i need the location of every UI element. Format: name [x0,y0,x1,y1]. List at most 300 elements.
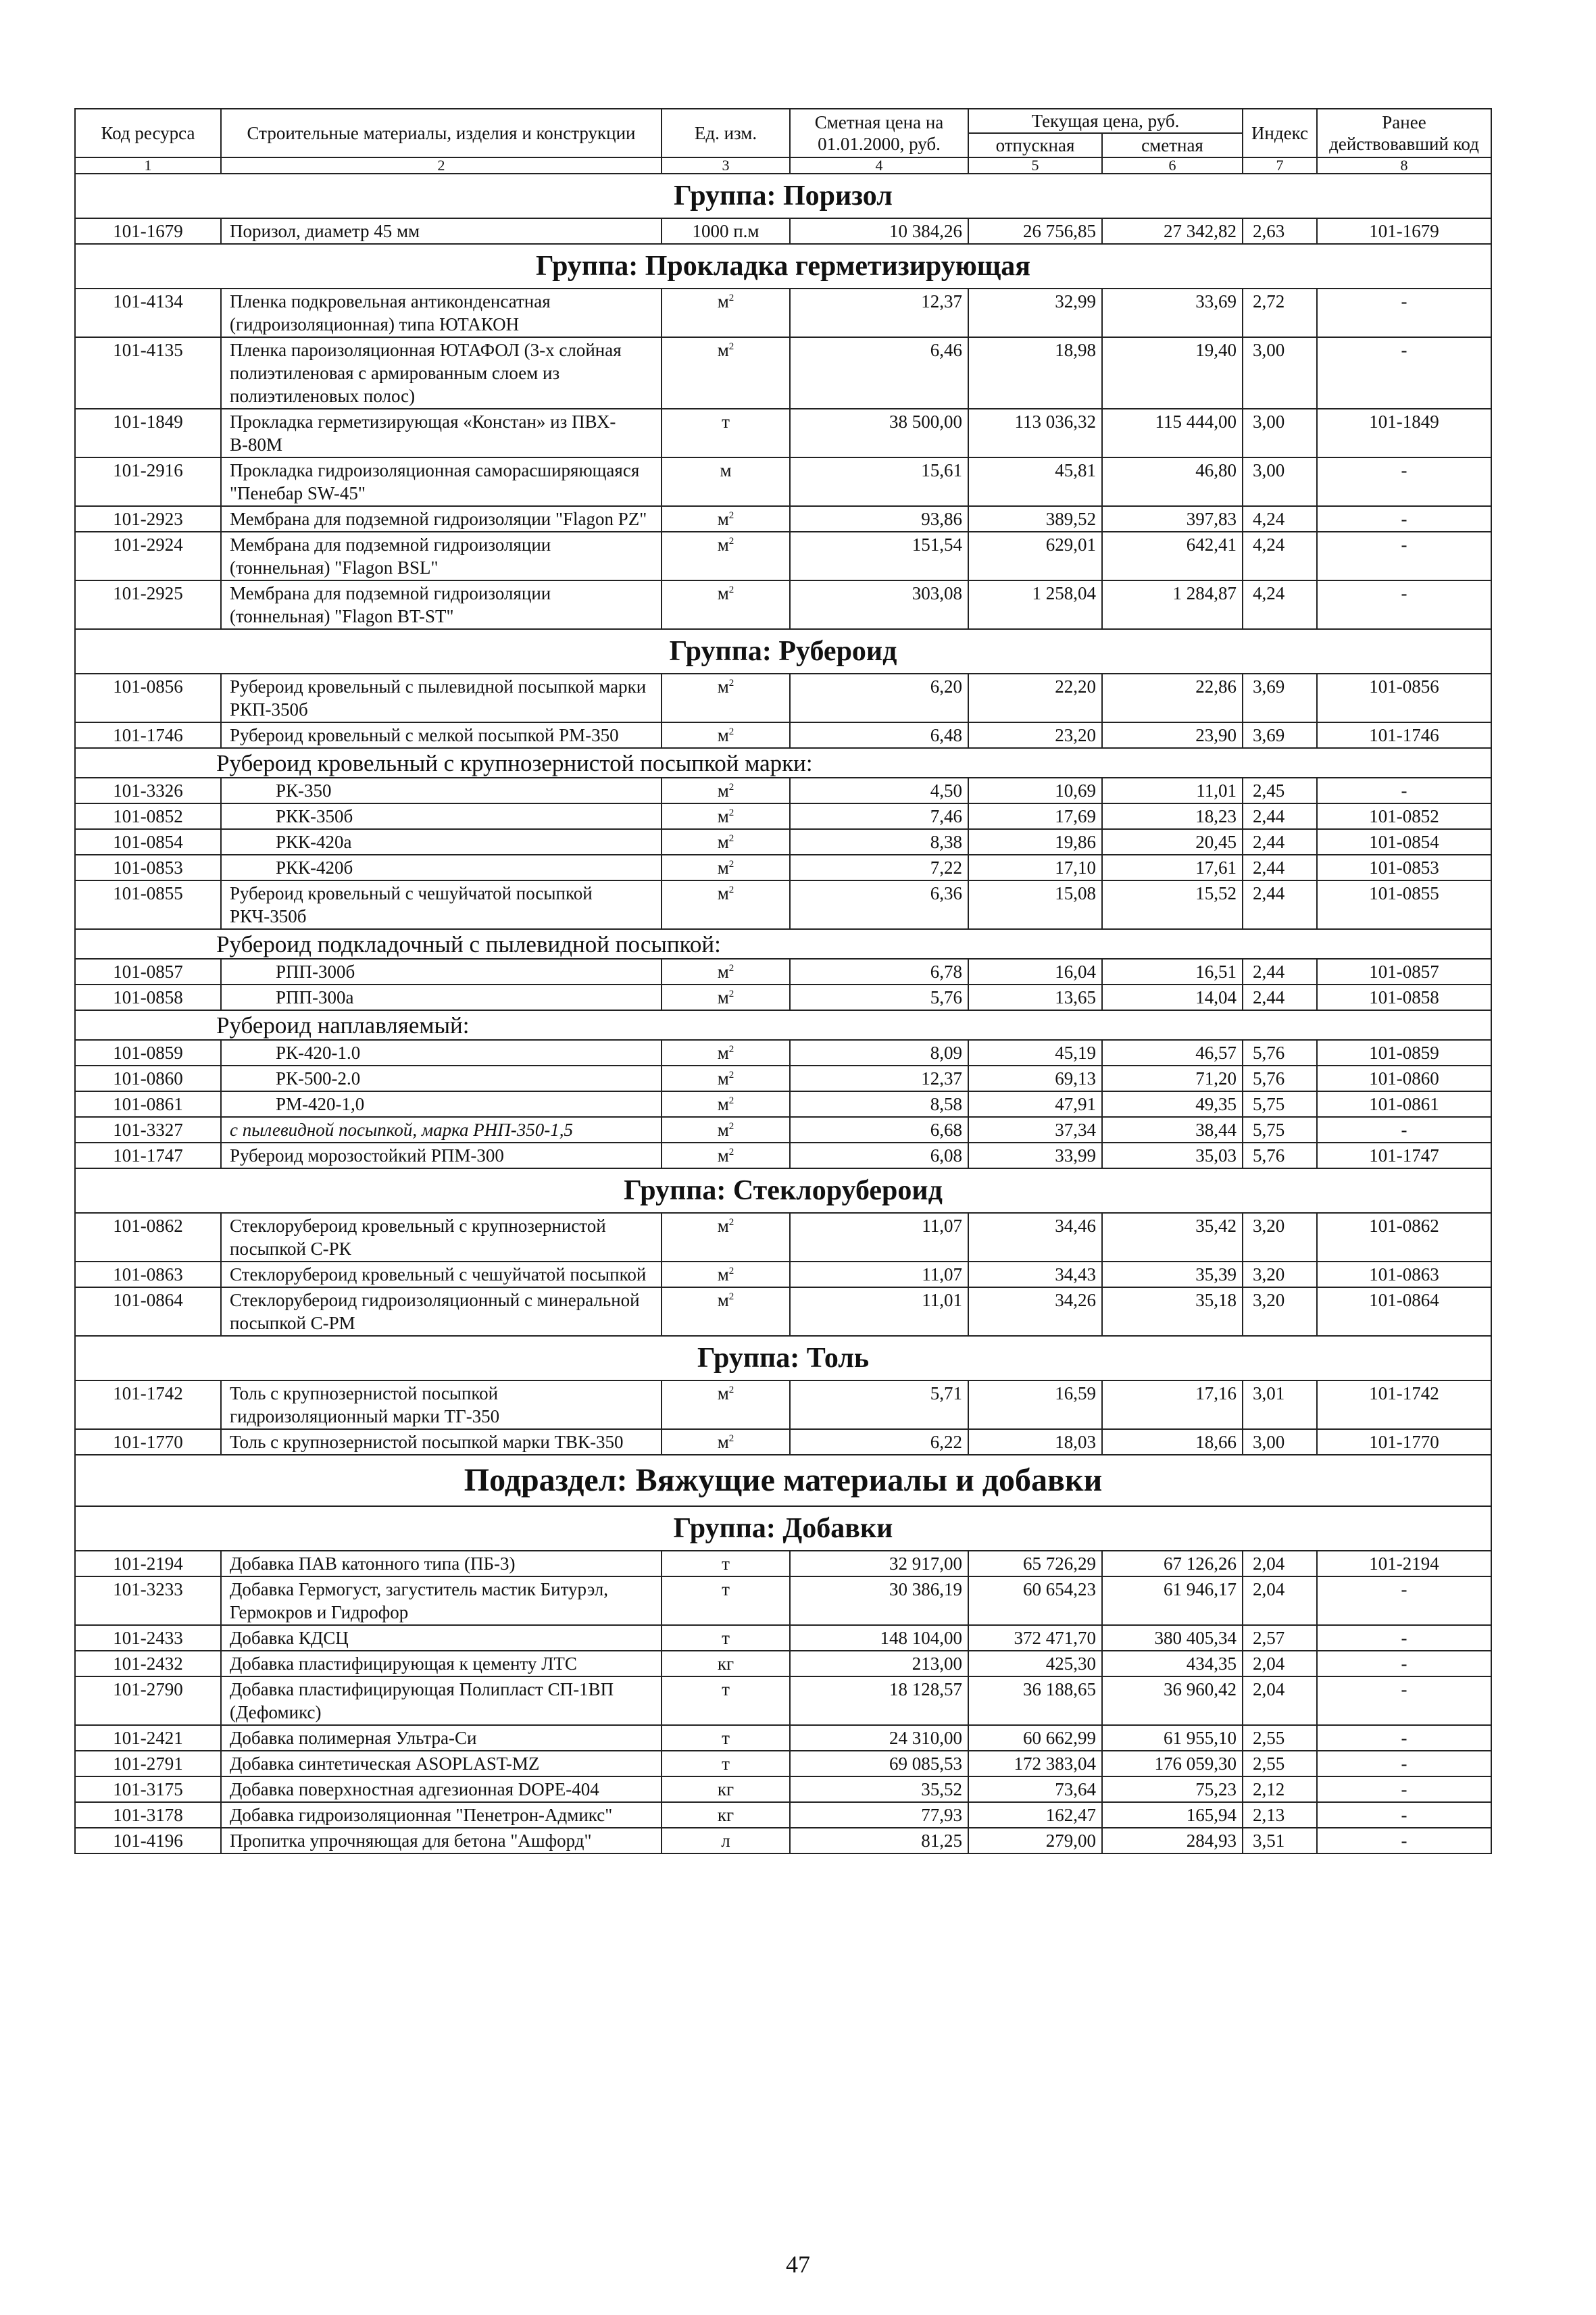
subgroup-title-text: Рубероид кровельный с крупнозернистой посыпкой марки: [216,750,813,776]
unit-text: т [722,1753,730,1774]
unit-text: м [717,509,729,529]
unit-cell [662,289,790,337]
unit-cell [662,1040,790,1066]
table-row [75,532,1491,580]
table-row [75,506,1491,532]
material-name-cell: Добавка пластифицирующая Полипласт СП-1ВП (Дефомикс) [221,1676,662,1725]
resource-code-cell: 101-0864 [75,1287,221,1336]
estimate-price-cell: 15,52 [1102,880,1243,929]
material-name-cell: с пылевидной посыпкой, марка РНП-350-1,5 [221,1117,662,1143]
group-heading-row [75,244,1491,289]
material-name-cell: Добавка пластифицирующая к цементу ЛТС [221,1651,662,1676]
price-2000-cell: 32 917,00 [790,1551,968,1576]
resource-code-cell: 101-1770 [75,1429,221,1455]
table-row [75,722,1491,748]
unit-exponent: 2 [728,726,734,737]
table-row [75,778,1491,803]
previous-code-cell: 101-0860 [1317,1066,1491,1091]
release-price-cell: 19,86 [968,829,1102,855]
table-row [75,674,1491,722]
estimate-price-cell: 33,69 [1102,289,1243,337]
group-heading-row [75,1336,1491,1380]
previous-code-cell: 101-1747 [1317,1143,1491,1168]
previous-code-cell: - [1317,580,1491,629]
unit-exponent: 2 [728,782,734,793]
material-name-cell: Толь с крупнозернистой посыпкой гидроизоляционный марки ТГ-350 [221,1380,662,1429]
resource-code-cell: 101-0860 [75,1066,221,1091]
resource-code-cell: 101-2421 [75,1725,221,1751]
price-index-cell: 5,76 [1243,1143,1317,1168]
previous-code-cell: 101-1849 [1317,409,1491,457]
unit-text: м [717,1068,729,1089]
unit-text: м [717,987,729,1007]
estimate-price-cell: 17,61 [1102,855,1243,880]
unit-exponent: 2 [728,859,734,870]
estimate-price-cell: 27 342,82 [1102,218,1243,244]
unit-text: м [717,340,729,360]
price-2000-cell: 6,78 [790,959,968,985]
subgroup-heading-row [75,1010,1491,1040]
material-name-cell: Рубероид морозостойкий РПМ-300 [221,1143,662,1168]
unit-text: м [717,1432,729,1452]
column-number: 8 [1317,157,1491,174]
material-name-cell: Добавка полимерная Ультра-Си [221,1725,662,1751]
estimate-price-cell: 46,80 [1102,457,1243,506]
table-row [75,1751,1491,1776]
previous-code-cell: - [1317,1802,1491,1828]
previous-code-cell: 101-1679 [1317,218,1491,244]
release-price-cell: 17,69 [968,803,1102,829]
material-name-cell: РМ-420-1,0 [221,1091,662,1117]
unit-exponent: 2 [728,1070,734,1080]
material-name-cell: Мембрана для подземной гидроизоляции (тоннельная) "Flagon BT-ST" [221,580,662,629]
unit-cell [662,580,790,629]
unit-text: м [717,1264,729,1285]
price-2000-cell: 7,22 [790,855,968,880]
price-2000-cell: 8,09 [790,1040,968,1066]
price-table [74,108,1492,1854]
table-row [75,218,1491,244]
price-index-cell: 3,69 [1243,722,1317,748]
previous-code-cell: - [1317,1776,1491,1802]
estimate-price-cell: 38,44 [1102,1117,1243,1143]
table-row [75,880,1491,929]
header-previous-code: Ранее действовавший код [1317,109,1491,157]
resource-code-cell: 101-2790 [75,1676,221,1725]
price-2000-cell: 11,07 [790,1262,968,1287]
price-2000-cell: 12,37 [790,1066,968,1091]
unit-exponent: 2 [728,1095,734,1106]
unit-exponent: 2 [728,1044,734,1055]
subsection-title: Подраздел: Вяжущие материалы и добавки [75,1455,1491,1506]
material-name-cell: Добавка поверхностная адгезионная DOPE-404 [221,1776,662,1802]
unit-cell [662,1625,790,1651]
estimate-price-cell: 176 059,30 [1102,1751,1243,1776]
unit-exponent: 2 [728,833,734,844]
material-name-cell: РПП-300а [221,985,662,1010]
unit-exponent: 2 [728,1121,734,1132]
previous-code-cell: - [1317,778,1491,803]
table-row [75,1651,1491,1676]
previous-code-cell: 101-0858 [1317,985,1491,1010]
release-price-cell: 113 036,32 [968,409,1102,457]
table-row [75,1802,1491,1828]
release-price-cell: 389,52 [968,506,1102,532]
unit-exponent: 2 [728,963,734,974]
header-resource-code: Код ресурса [75,109,221,157]
unit-exponent: 2 [728,989,734,999]
previous-code-cell: - [1317,1576,1491,1625]
column-number: 5 [968,157,1102,174]
estimate-price-cell: 22,86 [1102,674,1243,722]
unit-text: м [717,725,729,745]
column-number: 1 [75,157,221,174]
unit-cell [662,337,790,409]
column-number: 2 [221,157,662,174]
price-2000-cell: 10 384,26 [790,218,968,244]
table-row [75,1828,1491,1853]
price-2000-cell: 5,76 [790,985,968,1010]
resource-code-cell: 101-1746 [75,722,221,748]
group-title: Группа: Рубероид [75,629,1491,674]
previous-code-cell: 101-1742 [1317,1380,1491,1429]
price-table-sheet [74,108,1491,1854]
resource-code-cell: 101-0859 [75,1040,221,1066]
estimate-price-cell: 23,90 [1102,722,1243,748]
price-index-cell: 5,76 [1243,1066,1317,1091]
group-heading-row [75,174,1491,218]
price-index-cell: 2,04 [1243,1651,1317,1676]
release-price-cell: 73,64 [968,1776,1102,1802]
header-unit: Ед. изм. [662,109,790,157]
unit-text: м [717,1120,729,1140]
resource-code-cell: 101-3326 [75,778,221,803]
unit-exponent: 2 [728,510,734,521]
previous-code-cell: 101-0864 [1317,1287,1491,1336]
group-title: Группа: Стеклорубероид [75,1168,1491,1213]
price-index-cell: 2,12 [1243,1776,1317,1802]
release-price-cell: 16,04 [968,959,1102,985]
group-title: Группа: Поризол [75,174,1491,218]
estimate-price-cell: 284,93 [1102,1828,1243,1853]
table-row [75,1287,1491,1336]
unit-text: м [717,1145,729,1166]
unit-cell [662,409,790,457]
material-name-cell: Пленка пароизоляционная ЮТАФОЛ (3-х слойная полиэтиленовая с армированным слоем из полиэтиленовых полос) [221,337,662,409]
material-name-cell: Пропитка упрочняющая для бетона "Ашфорд" [221,1828,662,1853]
price-2000-cell: 24 310,00 [790,1725,968,1751]
material-name-cell: Прокладка герметизирующая «Констан» из ПВХ-В-80М [221,409,662,457]
unit-exponent: 2 [728,678,734,689]
subgroup-heading-row [75,748,1491,778]
price-2000-cell: 11,07 [790,1213,968,1262]
release-price-cell: 47,91 [968,1091,1102,1117]
release-price-cell: 18,03 [968,1429,1102,1455]
release-price-cell: 16,59 [968,1380,1102,1429]
estimate-price-cell: 18,23 [1102,803,1243,829]
previous-code-cell: - [1317,1725,1491,1751]
subgroup-heading-row [75,929,1491,959]
estimate-price-cell: 18,66 [1102,1429,1243,1455]
unit-text: м [717,1383,729,1403]
header-index: Индекс [1243,109,1317,157]
previous-code-cell: - [1317,506,1491,532]
unit-text: кг [717,1653,734,1674]
table-row [75,1429,1491,1455]
release-price-cell: 34,26 [968,1287,1102,1336]
release-price-cell: 10,69 [968,778,1102,803]
material-name-cell: РКК-420б [221,855,662,880]
estimate-price-cell: 20,45 [1102,829,1243,855]
material-name-cell: Добавка синтетическая ASOPLAST-MZ [221,1751,662,1776]
previous-code-cell: - [1317,289,1491,337]
unit-cell [662,829,790,855]
resource-code-cell: 101-2916 [75,457,221,506]
price-index-cell: 2,44 [1243,855,1317,880]
table-row [75,1776,1491,1802]
unit-cell [662,722,790,748]
release-price-cell: 32,99 [968,289,1102,337]
price-2000-cell: 8,58 [790,1091,968,1117]
unit-text: л [721,1831,730,1851]
release-price-cell: 37,34 [968,1117,1102,1143]
unit-text: 1000 п.м [692,221,759,241]
material-name-cell: Рубероид кровельный с чешуйчатой посыпкой РКЧ-350б [221,880,662,929]
unit-exponent: 2 [728,584,734,595]
header-column-numbers [75,157,1491,174]
price-2000-cell: 8,38 [790,829,968,855]
price-index-cell: 2,57 [1243,1625,1317,1651]
price-index-cell: 2,44 [1243,959,1317,985]
estimate-price-cell: 75,23 [1102,1776,1243,1802]
resource-code-cell: 101-0853 [75,855,221,880]
estimate-price-cell: 36 960,42 [1102,1676,1243,1725]
resource-code-cell: 101-0856 [75,674,221,722]
unit-text: м [717,832,729,852]
unit-text: т [722,1628,730,1648]
price-2000-cell: 77,93 [790,1802,968,1828]
group-heading-row [75,1506,1491,1551]
table-row [75,337,1491,409]
unit-cell [662,457,790,506]
price-2000-cell: 12,37 [790,289,968,337]
unit-exponent: 2 [728,1385,734,1395]
material-name-cell: Рубероид кровельный с пылевидной посыпкой марки РКП-350б [221,674,662,722]
unit-exponent: 2 [728,293,734,303]
estimate-price-cell: 67 126,26 [1102,1551,1243,1576]
material-name-cell: Стеклорубероид гидроизоляционный с минеральной посыпкой С-РМ [221,1287,662,1336]
release-price-cell: 372 471,70 [968,1625,1102,1651]
release-price-cell: 17,10 [968,855,1102,880]
price-2000-cell: 6,22 [790,1429,968,1455]
previous-code-cell: 101-0861 [1317,1091,1491,1117]
group-title: Группа: Толь [75,1336,1491,1380]
price-2000-cell: 6,46 [790,337,968,409]
resource-code-cell: 101-3175 [75,1776,221,1802]
price-index-cell: 3,51 [1243,1828,1317,1853]
unit-cell [662,1066,790,1091]
material-name-cell: Добавка ПАВ катонного типа (ПБ-3) [221,1551,662,1576]
previous-code-cell: 101-0852 [1317,803,1491,829]
unit-text: т [722,1679,730,1699]
price-index-cell: 3,69 [1243,674,1317,722]
unit-cell [662,1651,790,1676]
material-name-cell: Прокладка гидроизоляционная саморасширяющаяся "Пенебар SW-45" [221,457,662,506]
unit-text: м [717,806,729,826]
unit-text: м [717,857,729,878]
material-name-cell: Добавка гидроизоляционная "Пенетрон-Адмикс" [221,1802,662,1828]
unit-exponent: 2 [728,807,734,818]
table-row [75,803,1491,829]
table-row [75,1091,1491,1117]
table-row [75,1117,1491,1143]
estimate-price-cell: 17,16 [1102,1380,1243,1429]
resource-code-cell: 101-0861 [75,1091,221,1117]
price-index-cell: 2,63 [1243,218,1317,244]
previous-code-cell: 101-1770 [1317,1429,1491,1455]
estimate-price-cell: 49,35 [1102,1091,1243,1117]
previous-code-cell: 101-0862 [1317,1213,1491,1262]
price-2000-cell: 213,00 [790,1651,968,1676]
previous-code-cell: - [1317,532,1491,580]
estimate-price-cell: 115 444,00 [1102,409,1243,457]
subgroup-title [75,1010,1491,1040]
resource-code-cell: 101-0858 [75,985,221,1010]
table-row [75,580,1491,629]
price-index-cell: 2,04 [1243,1576,1317,1625]
previous-code-cell: 101-0853 [1317,855,1491,880]
resource-code-cell: 101-4196 [75,1828,221,1853]
price-index-cell: 5,75 [1243,1091,1317,1117]
column-number: 4 [790,157,968,174]
price-2000-cell: 81,25 [790,1828,968,1853]
resource-code-cell: 101-0855 [75,880,221,929]
price-2000-cell: 18 128,57 [790,1676,968,1725]
material-name-cell: Стеклорубероид кровельный с чешуйчатой посыпкой [221,1262,662,1287]
previous-code-cell: 101-0854 [1317,829,1491,855]
unit-text: м [717,1290,729,1310]
previous-code-cell: 101-0859 [1317,1040,1491,1066]
price-index-cell: 2,72 [1243,289,1317,337]
resource-code-cell: 101-2925 [75,580,221,629]
price-2000-cell: 38 500,00 [790,409,968,457]
resource-code-cell: 101-2791 [75,1751,221,1776]
unit-cell [662,1143,790,1168]
price-index-cell: 3,00 [1243,337,1317,409]
release-price-cell: 65 726,29 [968,1551,1102,1576]
subgroup-title-text: Рубероид наплавляемый: [216,1012,470,1039]
unit-text: м [717,883,729,903]
price-index-cell: 3,00 [1243,1429,1317,1455]
price-index-cell: 3,20 [1243,1262,1317,1287]
resource-code-cell: 101-2432 [75,1651,221,1676]
unit-exponent: 2 [728,1433,734,1444]
header-price-2000: Сметная цена на 01.01.2000, руб. [790,109,968,157]
table-row [75,1143,1491,1168]
table-row [75,409,1491,457]
table-row [75,1066,1491,1091]
unit-cell [662,1213,790,1262]
resource-code-cell: 101-0857 [75,959,221,985]
unit-exponent: 2 [728,536,734,547]
unit-cell [662,674,790,722]
price-2000-cell: 93,86 [790,506,968,532]
material-name-cell: Добавка КДСЦ [221,1625,662,1651]
unit-cell [662,1776,790,1802]
release-price-cell: 45,19 [968,1040,1102,1066]
previous-code-cell: 101-0857 [1317,959,1491,985]
table-row [75,1725,1491,1751]
table-body [75,174,1491,1853]
table-header [75,109,1491,174]
table-row [75,855,1491,880]
material-name-cell: Стеклорубероид кровельный с крупнозернистой посыпкой С-РК [221,1213,662,1262]
previous-code-cell: 101-0855 [1317,880,1491,929]
resource-code-cell: 101-3178 [75,1802,221,1828]
price-2000-cell: 7,46 [790,803,968,829]
release-price-cell: 23,20 [968,722,1102,748]
unit-cell [662,1725,790,1751]
unit-exponent: 2 [728,1291,734,1302]
resource-code-cell: 101-1747 [75,1143,221,1168]
previous-code-cell: - [1317,1625,1491,1651]
previous-code-cell: - [1317,1117,1491,1143]
price-index-cell: 4,24 [1243,506,1317,532]
column-number: 6 [1102,157,1243,174]
resource-code-cell: 101-4134 [75,289,221,337]
price-2000-cell: 69 085,53 [790,1751,968,1776]
price-2000-cell: 148 104,00 [790,1625,968,1651]
material-name-cell: Толь с крупнозернистой посыпкой марки ТВК-350 [221,1429,662,1455]
unit-cell [662,985,790,1010]
unit-cell [662,880,790,929]
table-row [75,1040,1491,1066]
previous-code-cell: - [1317,1828,1491,1853]
price-index-cell: 3,20 [1243,1287,1317,1336]
unit-text: м [720,460,732,480]
release-price-cell: 34,46 [968,1213,1102,1262]
price-index-cell: 3,00 [1243,457,1317,506]
unit-text: м [717,534,729,555]
unit-text: т [722,412,730,432]
release-price-cell: 18,98 [968,337,1102,409]
unit-cell [662,218,790,244]
price-index-cell: 2,55 [1243,1725,1317,1751]
group-title: Группа: Прокладка герметизирующая [75,244,1491,289]
unit-text: т [722,1579,730,1599]
resource-code-cell: 101-4135 [75,337,221,409]
release-price-cell: 1 258,04 [968,580,1102,629]
subgroup-title [75,748,1491,778]
estimate-price-cell: 434,35 [1102,1651,1243,1676]
table-row [75,829,1491,855]
group-heading-row [75,1168,1491,1213]
resource-code-cell: 101-1849 [75,409,221,457]
resource-code-cell: 101-2923 [75,506,221,532]
estimate-price-cell: 14,04 [1102,985,1243,1010]
release-price-cell: 60 662,99 [968,1725,1102,1751]
unit-text: м [717,1094,729,1114]
table-row [75,1262,1491,1287]
material-name-cell: РКК-350б [221,803,662,829]
material-name-cell: Поризол, диаметр 45 мм [221,218,662,244]
unit-cell [662,1576,790,1625]
table-row [75,1213,1491,1262]
release-price-cell: 629,01 [968,532,1102,580]
release-price-cell: 162,47 [968,1802,1102,1828]
resource-code-cell: 101-2433 [75,1625,221,1651]
estimate-price-cell: 165,94 [1102,1802,1243,1828]
